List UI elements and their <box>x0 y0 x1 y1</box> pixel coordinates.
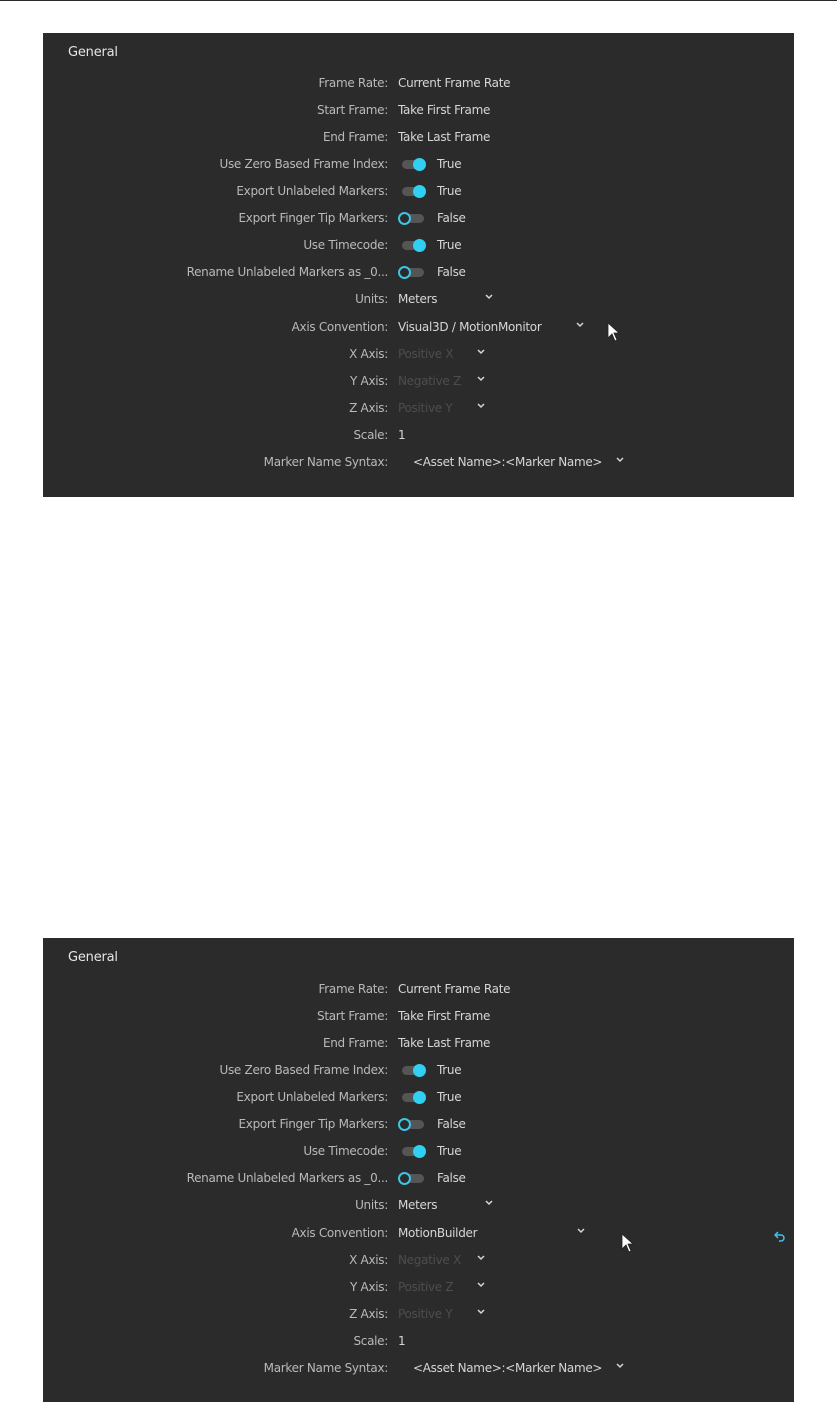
units-dropdown[interactable]: Meters <box>398 292 438 306</box>
export-finger-value: False <box>437 211 466 225</box>
start-frame-label: Start Frame: <box>317 103 388 117</box>
row-start-frame <box>43 1003 794 1030</box>
export-finger-label: Export Finger Tip Markers: <box>238 211 388 225</box>
rename-unlabeled-value: False <box>437 265 466 279</box>
frame-rate-value[interactable]: Current Frame Rate <box>398 76 511 90</box>
zero-index-value: True <box>437 157 462 171</box>
export-finger-toggle[interactable] <box>398 212 428 225</box>
scale-label: Scale: <box>353 1334 388 1348</box>
chevron-down-icon[interactable] <box>476 346 486 356</box>
row-use-timecode <box>43 232 794 259</box>
frame-rate-label: Frame Rate: <box>318 982 388 996</box>
frame-rate-value[interactable]: Current Frame Rate <box>398 982 511 996</box>
zero-index-value: True <box>437 1063 462 1077</box>
chevron-down-icon[interactable] <box>615 1360 625 1370</box>
chevron-down-icon[interactable] <box>576 1225 586 1235</box>
general-settings-panel-after <box>43 938 794 1402</box>
end-frame-value[interactable]: Take Last Frame <box>398 1036 491 1050</box>
row-marker-syntax <box>43 449 794 476</box>
x-axis-dropdown[interactable]: Positive X <box>398 347 454 361</box>
general-settings-panel-before <box>43 33 794 497</box>
scale-input[interactable]: 1 <box>398 428 406 442</box>
row-export-unlabeled <box>43 178 794 205</box>
axis-convention-dropdown[interactable]: Visual3D / MotionMonitor <box>398 320 542 334</box>
row-axis-convention <box>43 314 794 341</box>
row-end-frame <box>43 1030 794 1057</box>
chevron-down-icon[interactable] <box>484 291 494 301</box>
start-frame-label: Start Frame: <box>317 1009 388 1023</box>
chevron-down-icon[interactable] <box>575 319 585 329</box>
marker-syntax-dropdown[interactable]: <Asset Name>:<Marker Name> <box>413 1361 603 1375</box>
x-axis-dropdown[interactable]: Negative X <box>398 1253 461 1267</box>
start-frame-value[interactable]: Take First Frame <box>398 103 491 117</box>
zero-index-label: Use Zero Based Frame Index: <box>219 157 388 171</box>
rename-unlabeled-label: Rename Unlabeled Markers as _0... <box>186 265 388 279</box>
section-title: General <box>68 45 118 60</box>
row-export-finger <box>43 1111 794 1138</box>
marker-syntax-label: Marker Name Syntax: <box>263 1361 388 1375</box>
y-axis-dropdown[interactable]: Negative Z <box>398 374 461 388</box>
x-axis-label: X Axis: <box>349 347 388 361</box>
export-unlabeled-toggle[interactable] <box>398 185 428 198</box>
axis-convention-label: Axis Convention: <box>291 1226 388 1240</box>
row-rename-unlabeled <box>43 259 794 286</box>
row-zero-index <box>43 151 794 178</box>
row-y-axis <box>43 368 794 395</box>
use-timecode-value: True <box>437 238 462 252</box>
chevron-down-icon[interactable] <box>476 1279 486 1289</box>
end-frame-label: End Frame: <box>322 130 388 144</box>
row-x-axis <box>43 341 794 368</box>
undo-icon[interactable] <box>774 1227 786 1239</box>
chevron-down-icon[interactable] <box>476 1306 486 1316</box>
chevron-down-icon[interactable] <box>476 373 486 383</box>
zero-index-label: Use Zero Based Frame Index: <box>219 1063 388 1077</box>
chevron-down-icon[interactable] <box>615 454 625 464</box>
row-z-axis <box>43 1301 794 1328</box>
z-axis-dropdown[interactable]: Positive Y <box>398 401 453 415</box>
chevron-down-icon[interactable] <box>484 1197 494 1207</box>
z-axis-label: Z Axis: <box>349 401 388 415</box>
row-marker-syntax <box>43 1355 794 1382</box>
row-scale <box>43 422 794 449</box>
export-finger-value: False <box>437 1117 466 1131</box>
row-rename-unlabeled <box>43 1165 794 1192</box>
row-x-axis <box>43 1247 794 1274</box>
x-axis-label: X Axis: <box>349 1253 388 1267</box>
zero-index-toggle[interactable] <box>398 158 428 171</box>
use-timecode-value: True <box>437 1144 462 1158</box>
page-top-rule <box>0 0 837 1</box>
row-end-frame <box>43 124 794 151</box>
row-units <box>43 1192 794 1219</box>
rename-unlabeled-toggle[interactable] <box>398 266 428 279</box>
z-axis-label: Z Axis: <box>349 1307 388 1321</box>
mouse-pointer-icon <box>607 322 621 342</box>
end-frame-label: End Frame: <box>322 1036 388 1050</box>
use-timecode-toggle[interactable] <box>398 1145 428 1158</box>
y-axis-dropdown[interactable]: Positive Z <box>398 1280 454 1294</box>
export-unlabeled-value: True <box>437 184 462 198</box>
y-axis-label: Y Axis: <box>350 1280 388 1294</box>
chevron-down-icon[interactable] <box>476 1252 486 1262</box>
use-timecode-label: Use Timecode: <box>303 238 388 252</box>
export-finger-label: Export Finger Tip Markers: <box>238 1117 388 1131</box>
scale-input[interactable]: 1 <box>398 1334 406 1348</box>
zero-index-toggle[interactable] <box>398 1064 428 1077</box>
y-axis-label: Y Axis: <box>350 374 388 388</box>
frame-rate-label: Frame Rate: <box>318 76 388 90</box>
axis-convention-label: Axis Convention: <box>291 320 388 334</box>
start-frame-value[interactable]: Take First Frame <box>398 1009 491 1023</box>
export-unlabeled-value: True <box>437 1090 462 1104</box>
rename-unlabeled-toggle[interactable] <box>398 1172 428 1185</box>
row-units <box>43 286 794 313</box>
marker-syntax-label: Marker Name Syntax: <box>263 455 388 469</box>
use-timecode-label: Use Timecode: <box>303 1144 388 1158</box>
marker-syntax-dropdown[interactable]: <Asset Name>:<Marker Name> <box>413 455 603 469</box>
row-scale <box>43 1328 794 1355</box>
row-export-unlabeled <box>43 1084 794 1111</box>
row-frame-rate <box>43 976 794 1003</box>
end-frame-value[interactable]: Take Last Frame <box>398 130 491 144</box>
export-unlabeled-toggle[interactable] <box>398 1091 428 1104</box>
row-axis-convention <box>43 1220 794 1247</box>
row-frame-rate <box>43 70 794 97</box>
row-z-axis <box>43 395 794 422</box>
units-label: Units: <box>355 292 388 306</box>
units-dropdown[interactable]: Meters <box>398 1198 438 1212</box>
row-y-axis <box>43 1274 794 1301</box>
row-export-finger <box>43 205 794 232</box>
export-unlabeled-label: Export Unlabeled Markers: <box>236 1090 388 1104</box>
export-finger-toggle[interactable] <box>398 1118 428 1131</box>
rename-unlabeled-label: Rename Unlabeled Markers as _0... <box>186 1171 388 1185</box>
chevron-down-icon[interactable] <box>476 400 486 410</box>
axis-convention-dropdown[interactable]: MotionBuilder <box>398 1226 478 1240</box>
use-timecode-toggle[interactable] <box>398 239 428 252</box>
export-unlabeled-label: Export Unlabeled Markers: <box>236 184 388 198</box>
units-label: Units: <box>355 1198 388 1212</box>
z-axis-dropdown[interactable]: Positive Y <box>398 1307 453 1321</box>
rename-unlabeled-value: False <box>437 1171 466 1185</box>
row-start-frame <box>43 97 794 124</box>
scale-label: Scale: <box>353 428 388 442</box>
row-use-timecode <box>43 1138 794 1165</box>
section-title: General <box>68 950 118 965</box>
row-zero-index <box>43 1057 794 1084</box>
mouse-pointer-icon <box>621 1233 635 1253</box>
